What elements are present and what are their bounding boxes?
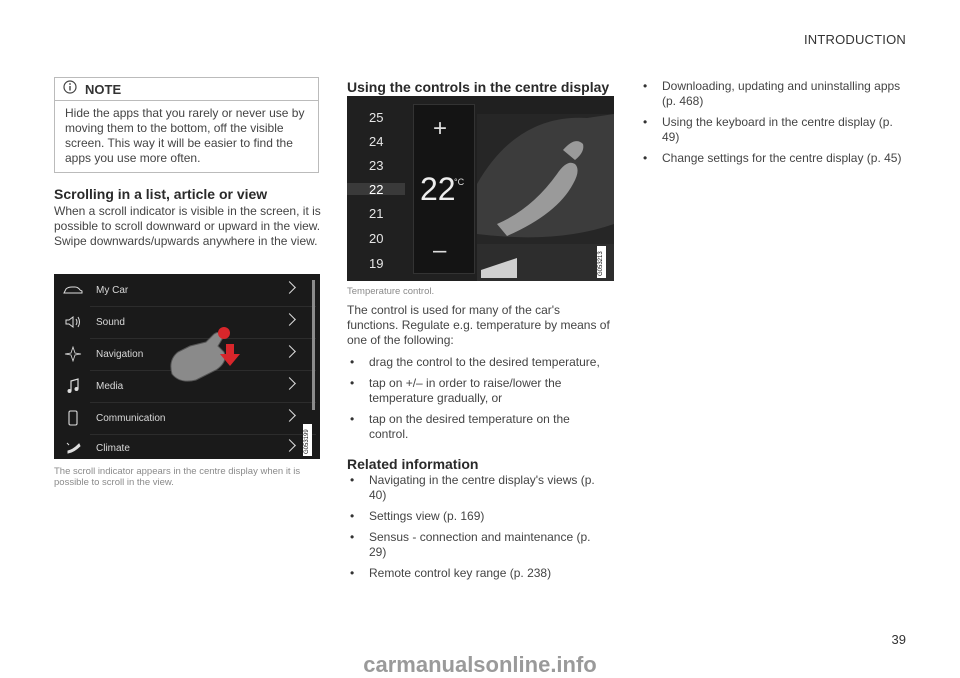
related-link[interactable]: • Change settings for the centre display (p. 45) bbox=[640, 151, 910, 166]
chevron-right-icon bbox=[283, 281, 296, 294]
controls-heading: Using the controls in the centre display bbox=[347, 79, 610, 95]
list-item: • drag the control to the desired temperature, bbox=[347, 355, 609, 370]
chevron-right-icon bbox=[283, 409, 296, 422]
temp-value: 21 bbox=[369, 206, 384, 221]
related-link[interactable]: • Downloading, updating and uninstalling apps (p. 468) bbox=[640, 79, 910, 109]
menu-item-label: Sound bbox=[96, 316, 125, 328]
menu-item-communication bbox=[54, 402, 314, 434]
related-list bbox=[347, 473, 597, 581]
swipe-hand-icon bbox=[166, 322, 246, 389]
scrolling-body: When a scroll indicator is visible in the screen, it is possible to scroll downward or upward in the view. Swipe downwards/upwards anywhere in the view. bbox=[54, 204, 321, 248]
music-note-icon bbox=[62, 377, 84, 395]
note-title: NOTE bbox=[85, 81, 122, 97]
related-link[interactable]: • Sensus - connection and maintenance (p. 29) bbox=[347, 530, 597, 560]
menu-item-label: My Car bbox=[96, 284, 129, 296]
chevron-right-icon bbox=[283, 313, 296, 326]
navigation-icon bbox=[62, 345, 84, 363]
menu-item-label: Navigation bbox=[96, 348, 144, 360]
list-item: • tap on +/– in order to raise/lower the temperature gradually, or bbox=[347, 376, 609, 406]
page-number: 39 bbox=[891, 632, 906, 647]
chevron-right-icon bbox=[283, 439, 296, 452]
temperature-control-screenshot bbox=[347, 96, 614, 281]
menu-item-label: Climate bbox=[96, 442, 130, 454]
related-link[interactable]: • Remote control key range (p. 238) bbox=[347, 566, 597, 581]
controls-bullets bbox=[347, 355, 609, 442]
note-body: Hide the apps that you rarely or never use by moving them to the bottom, off the visible screen. This way it will be easier to find the apps you use more often. bbox=[65, 106, 305, 165]
menu-item-my-car bbox=[54, 274, 314, 306]
section-header: INTRODUCTION bbox=[803, 32, 906, 47]
temp-value-selected: 22 bbox=[369, 182, 384, 197]
image-code: G053199 bbox=[303, 424, 312, 456]
related-link[interactable]: • Navigating in the centre display's views (p. 40) bbox=[347, 473, 597, 503]
temperature-scale bbox=[347, 96, 407, 281]
temp-unit: °C bbox=[454, 177, 465, 187]
seat-graphic bbox=[477, 114, 614, 264]
car-icon bbox=[62, 281, 84, 299]
scrolling-heading: Scrolling in a list, article or view bbox=[54, 186, 268, 202]
plus-button: + bbox=[433, 115, 448, 142]
note-box bbox=[54, 77, 319, 173]
menu-item-label: Media bbox=[96, 380, 124, 392]
controls-body: The control is used for many of the car's functions. Regulate e.g. temperature by means of one of the following: bbox=[347, 303, 610, 347]
note-header bbox=[55, 78, 318, 101]
chevron-right-icon bbox=[283, 377, 296, 390]
scroll-indicator bbox=[312, 280, 315, 410]
temperature-control bbox=[413, 104, 475, 274]
image-code: G053213 bbox=[597, 246, 606, 278]
menu-item-label: Communication bbox=[96, 412, 166, 424]
temp-value: 24 bbox=[369, 134, 384, 149]
current-temp: 22 bbox=[420, 171, 456, 207]
info-icon bbox=[63, 80, 77, 99]
temp-value: 23 bbox=[369, 158, 384, 173]
temp-value: 20 bbox=[369, 231, 384, 246]
more-related-list bbox=[640, 79, 910, 166]
scroll-list-screenshot bbox=[54, 274, 320, 459]
chevron-right-icon bbox=[283, 345, 296, 358]
temperature-caption: Temperature control. bbox=[347, 286, 435, 297]
list-item: • tap on the desired temperature on the control. bbox=[347, 412, 609, 442]
temp-value: 19 bbox=[369, 256, 384, 271]
related-link[interactable]: • Using the keyboard in the centre display (p. 49) bbox=[640, 115, 910, 145]
related-link[interactable]: • Settings view (p. 169) bbox=[347, 509, 597, 524]
seat-icon bbox=[62, 439, 84, 457]
temp-value: 25 bbox=[369, 110, 384, 125]
scroll-caption: The scroll indicator appears in the centre display when it is possible to scroll in the view. bbox=[54, 466, 301, 488]
watermark: carmanualsonline.info bbox=[363, 652, 597, 677]
menu-item-climate bbox=[54, 432, 314, 464]
related-heading: Related information bbox=[347, 456, 479, 472]
speaker-icon bbox=[62, 313, 84, 331]
minus-button: – bbox=[433, 237, 447, 264]
phone-icon bbox=[62, 409, 84, 427]
